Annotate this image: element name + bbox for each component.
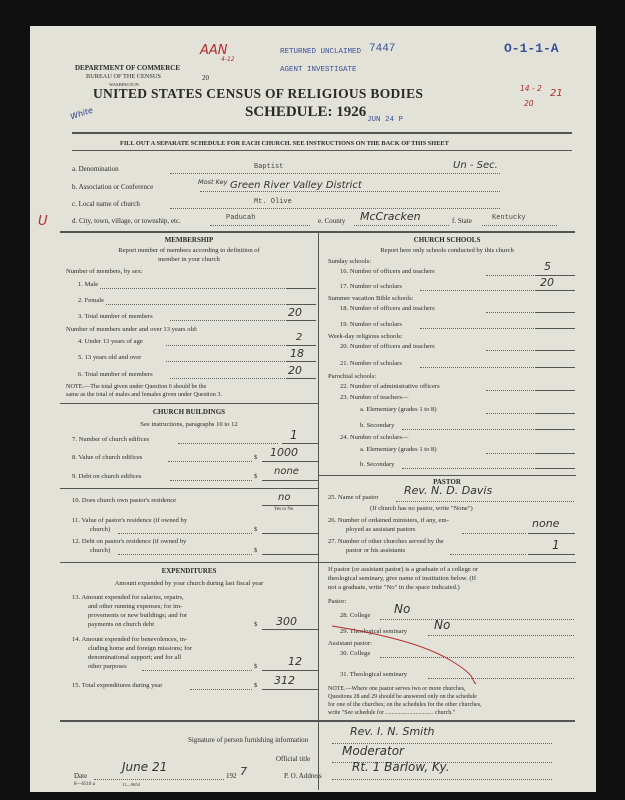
assistant-pastor-subhead: Assistant pastor: xyxy=(328,640,372,647)
pastor-note-3: for one of the churches; on the schedules for the other churches, xyxy=(328,702,482,708)
q7-edifices-label: 7. Number of church edifices xyxy=(72,436,150,443)
received-date-stamp: JUN 24 P xyxy=(367,116,404,124)
q27-label-2: pastor or his assistants xyxy=(346,547,406,554)
q23a-label: a. Elementary (grades 1 to 8) xyxy=(360,406,437,413)
q3-total-value: 20 xyxy=(288,306,302,319)
members-by-sex-label: Number of members, by sex: xyxy=(66,268,143,275)
q4-under13-label: 4. Under 13 years of age xyxy=(78,338,143,345)
q5-over13-value: 18 xyxy=(290,347,304,360)
buildings-subtitle: See instructions, paragraphs 10 to 12 xyxy=(140,421,238,428)
stamp-number: 7447 xyxy=(369,43,396,55)
red-u-mark: U xyxy=(38,214,48,229)
q17-label: 17. Number of scholars xyxy=(340,283,402,290)
year-value: 7 xyxy=(240,765,247,778)
q24a-label: a. Elementary (grades 1 to 8) xyxy=(360,446,437,453)
q22-label: 22. Number of administrative officers xyxy=(340,383,440,390)
q11-label-1: 11. Value of pastor's residence (if owned by xyxy=(72,517,188,524)
q16-label: 16. Number of officers and teachers xyxy=(340,268,435,275)
age-header-label: Number of members under and over 13 years old: xyxy=(66,326,198,333)
membership-subtitle-1: Report number of members according to definition of xyxy=(118,247,260,254)
q1-male-label: 1. Male xyxy=(78,281,99,288)
city-label: WASHINGTON xyxy=(109,82,139,87)
q23b-label: b. Secondary xyxy=(360,422,395,429)
returned-unclaimed-stamp: RETURNED UNCLAIMED xyxy=(280,48,362,56)
q31-label: 31. Theological seminary xyxy=(340,671,408,678)
q2-female-label: 2. Female xyxy=(78,297,105,304)
q13-label-1: 13. Amount expended for salaries, repairs, xyxy=(72,594,184,601)
q29-value: No xyxy=(434,618,451,632)
weekday-schools-label: Week-day religious schools: xyxy=(328,333,403,340)
q14-value: 12 xyxy=(288,655,302,668)
association-prefix: Most Key xyxy=(198,178,228,186)
buildings-title: CHURCH BUILDINGS xyxy=(152,408,226,416)
q8-value-value: 1000 xyxy=(270,446,298,459)
red-margin-note-3: 21 xyxy=(550,88,563,99)
bureau-label: BUREAU OF THE CENSUS xyxy=(86,73,161,80)
column-divider xyxy=(318,232,319,790)
form-title: UNITED STATES CENSUS OF RELIGIOUS BODIES xyxy=(93,86,424,101)
graduate-instruction-1: If pastor (or assistant pastor) is a graduate of a college or xyxy=(328,566,478,573)
schools-title: CHURCH SCHOOLS xyxy=(413,236,481,244)
membership-note-1: NOTE.—The total given under Question 6 should be the xyxy=(66,383,207,390)
q10-residence-value: no xyxy=(278,492,291,503)
red-initials-mark: AAN xyxy=(200,43,228,58)
city-value: Paducah xyxy=(226,214,256,222)
q13-label-3: provements or new buildings; and for xyxy=(88,612,188,619)
graduate-instruction-3: not a graduate, write "No" in the space indicated.) xyxy=(328,584,460,591)
q18-label: 18. Number of officers and teachers xyxy=(340,305,435,312)
q11-label-2: church) xyxy=(90,526,111,533)
q14-label-2: cluding home and foreign missions; for xyxy=(88,645,192,652)
signature-label: Signature of person furnishing information xyxy=(188,736,309,744)
q29-label: 29. Theological seminary xyxy=(340,628,408,635)
association-label: b. Association or Conference xyxy=(72,183,154,191)
county-label: e. County xyxy=(318,217,346,225)
year-prefix: 192 xyxy=(226,772,237,780)
expenditures-subtitle: Amount expended by your church during last fiscal year xyxy=(114,580,264,587)
q23-label: 23. Number of teachers— xyxy=(340,394,409,401)
q17-value: 20 xyxy=(540,276,554,289)
q28-value: No xyxy=(394,602,411,616)
q6-total-label: 6. Total number of members xyxy=(78,371,153,378)
q9-debt-label: 9. Debt on church edifices xyxy=(72,473,142,480)
membership-note-2: same as the total of males and females given under Question 3. xyxy=(66,391,223,398)
q16-value: 5 xyxy=(544,260,551,273)
membership-title: MEMBERSHIP xyxy=(164,236,214,244)
official-title-value: Moderator xyxy=(342,744,404,758)
q14-label-3: denominational support; and for all xyxy=(88,654,182,661)
po-address-label: P. O. Address xyxy=(284,772,322,780)
summer-schools-label: Summer vacation Bible schools: xyxy=(328,295,414,302)
local-name-value: Mt. Olive xyxy=(254,198,292,206)
q15-value: 312 xyxy=(274,674,295,687)
q24b-label: b. Secondary xyxy=(360,461,395,468)
red-margin-note-2: 20 xyxy=(524,99,534,108)
q19-label: 19. Number of scholars xyxy=(340,321,402,328)
denomination-label: a. Denomination xyxy=(72,165,119,173)
form-number-20: 20 xyxy=(202,74,209,82)
q14-label-1: 14. Amount expended for benevolences, in- xyxy=(72,636,188,643)
header-rule xyxy=(72,132,572,134)
q25-note: (If church has no pastor, write "None") xyxy=(370,505,473,512)
county-value: McCracken xyxy=(360,210,421,223)
q25-pastor-name: Rev. N. D. Davis xyxy=(404,484,493,497)
department-label: DEPARTMENT OF COMMERCE xyxy=(75,64,181,72)
state-label: f. State xyxy=(452,217,472,225)
q26-label-2: ployed as assistant pastors xyxy=(346,526,416,533)
q8-value-label: 8. Value of church edifices xyxy=(72,454,143,461)
q13-label-2: and other running expenses; for im- xyxy=(88,603,183,610)
pastor-note-4: write "See schedule for ................................ church." xyxy=(328,710,456,716)
q7-edifices-value: 1 xyxy=(290,428,298,442)
q30-label: 30. College xyxy=(340,650,371,657)
red-date-note: 4-12 xyxy=(221,56,235,63)
white-note: White xyxy=(69,105,95,122)
association-value: Green River Valley District xyxy=(230,180,362,191)
q21-label: 21. Number of scholars xyxy=(340,360,402,367)
q14-label-4: other purposes xyxy=(88,663,127,670)
q10-yes-no-hint: Yes or No xyxy=(274,507,294,512)
membership-subtitle-2: member in your church xyxy=(158,256,220,263)
denomination-value: Baptist xyxy=(254,163,284,171)
schedule-title: SCHEDULE: 1926 xyxy=(245,104,367,120)
q6-total-value: 20 xyxy=(288,364,302,377)
pastor-subhead: Pastor: xyxy=(328,598,347,605)
signature-value: Rev. I. N. Smith xyxy=(350,725,435,738)
agent-investigate-stamp: AGENT INVESTIGATE xyxy=(280,66,357,74)
red-ink-stroke xyxy=(330,622,480,686)
print-code: 11—9654 xyxy=(122,782,140,787)
q5-over13-label: 5. 13 years old and over xyxy=(78,354,142,361)
q27-value: 1 xyxy=(552,538,560,552)
date-label: Date xyxy=(74,772,88,780)
separate-schedule-instruction: FILL OUT A SEPARATE SCHEDULE FOR EACH CHURCH. SEE INSTRUCTIONS ON THE BACK OF THIS SHEET xyxy=(120,140,449,147)
q3-total-label: 3. Total number of members xyxy=(78,313,153,320)
q26-value: none xyxy=(532,517,560,530)
q25-label: 25. Name of pastor xyxy=(328,494,379,501)
q12-label-1: 12. Debt on pastor's residence (if owned by xyxy=(72,538,187,545)
q13-value: 300 xyxy=(276,615,297,628)
schools-subtitle: Report here only schools conducted by this church xyxy=(380,247,514,254)
graduate-instruction-2: theological seminary, give name of institution below. (If xyxy=(328,575,477,582)
q15-label: 15. Total expenditures during year xyxy=(72,682,163,689)
denomination-note: Un - Sec. xyxy=(453,160,498,171)
q26-label-1: 26. Number of ordained ministers, if any, em- xyxy=(328,517,449,524)
local-name-label: c. Local name of church xyxy=(72,200,140,208)
city-label: d. City, town, village, or township, etc. xyxy=(72,217,181,225)
q27-label-1: 27. Number of other churches served by the xyxy=(328,538,444,545)
table-bottom-rule xyxy=(60,720,575,722)
expenditures-title: EXPENDITURES xyxy=(161,567,217,575)
q4-under13-value: 2 xyxy=(296,332,303,343)
date-value: June 21 xyxy=(122,760,168,774)
file-code-stamp: O-1-1-A xyxy=(504,41,559,56)
q10-residence-label: 10. Does church own pastor's residence xyxy=(72,497,177,504)
state-value: Kentucky xyxy=(492,214,526,222)
q13-label-4: payments on church debt xyxy=(88,621,155,628)
po-address-value: Rt. 1 Barlow, Ky. xyxy=(352,760,450,774)
q24-label: 24. Number of scholars— xyxy=(340,434,409,441)
q12-label-2: church) xyxy=(90,547,111,554)
parochial-schools-label: Parochial schools: xyxy=(328,373,377,380)
q28-label: 28. College xyxy=(340,612,371,619)
census-schedule-page: DEPARTMENT OF COMMERCE BUREAU OF THE CENSUS WASHINGTON 20 UNITED STATES CENSUS OF RELIGIOUS BODIES SCHEDULE: 1926 FILL OUT A SEPARATE SCHEDULE FOR EACH CHURCH. SEE INSTRUCTIONS ON THE BACK OF THIS SHEET AAN 4-12 RETURNED UNCLAIMED 7447 AGENT INVESTIGATE O-1-1-A JUN 24 P White 14 - 2 20 21 a. Denomination Baptist Un - Sec. b. Association or Conference Most Key Green River Valley District c. Local name of church Mt. Olive U d. City, town, village, or township, etc. Paducah e. County McCracken f. State Kentucky MEMBERSHIP Report number of members according to definition of member in your church Number of members, by sex: 1. Male 2. Female 3. Total number of members 20 Number of members under and over 13 years old: 4. Under 13 years of age 2 5. 13 years old and over 18 6. Total number of members 20 NOTE.—The total given under Question 6 should be the same as the total of males and females given under Question 3. CHURCH BUILDINGS See instructions, paragraphs 10 to 12 7. Number of church edifices 1 8. Value of church edifices $ 1000 9. Debt on church edifices $ none 10. Does church own pastor's residence no Yes or No 11. Value of pastor's residence (if owned by church) $ 12. Debt on pastor's residence (if owned by church) $ EXPENDITURES Amount expended by your church during last fiscal year 13. Amount expended for salaries, repairs, and other running expenses; for im- provements or new buildings; and for payments on church debt $ 300 14. Amount expended for benevolences, in- cluding home and foreign missions; for denominational support; and for all other purposes $ 12 15. Total expenditures during year $ 312 CHURCH SCHOOLS Report here only schools conducted by this church Sunday schools: 16. Number of officers and teachers 5 17. Number of scholars 20 Summer vacation Bible schools: 18. Number of officers and teachers 19. Number of scholars Week-day religious schools: 20. Number of officers and teachers 21. Number of scholars Parochial schools: 22. Number of administrative officers 23. Number of teachers— a. Elementary (grades 1 to 8) b. Secondary 24. Number of scholars— a. Elementary (grades 1 to 8) b. Secondary PASTOR 25. Name of pastor Rev. N. D. Davis (If church has no pastor, write "None") 26. Number of ordained ministers, if any, em- ployed as assistant pastors none 27. Number of other churches served by the pastor or his assistants 1 If pastor (or assistant pastor) is a graduate of a college or theological seminary, give name of institution below. (If not a graduate, write "No" in the space indicated.) Pastor: 28. College No 29. Theological seminary No Assistant pastor: 30. College 31. Theological seminary NOTE.—Where one pastor serves two or more churches, Questions 28 and 29 should be answered only on the schedule for one of the churches; on the schedules for the other churches, write "See schedule for ................................ church." Signature of person furnishing information Rev. I. N. Smith Official title Moderator Date June 21 192 7 P. O. Address Rt. 1 Barlow, Ky. 8—6518 a 11—9654 xyxy=(30,26,596,792)
pastor-title: PASTOR xyxy=(433,478,461,486)
pastor-note-2: Questions 28 and 29 should be answered only on the schedule xyxy=(328,694,477,700)
instruction-rule xyxy=(72,150,572,151)
form-number: 8—6518 a xyxy=(74,782,95,787)
official-title-label: Official title xyxy=(276,755,311,763)
pastor-note-1: NOTE.—Where one pastor serves two or more churches, xyxy=(328,686,466,692)
red-margin-note-1: 14 - 2 xyxy=(520,84,542,93)
sunday-schools-label: Sunday schools: xyxy=(328,258,372,265)
q20-label: 20. Number of officers and teachers xyxy=(340,343,435,350)
q9-debt-value: none xyxy=(274,466,299,477)
